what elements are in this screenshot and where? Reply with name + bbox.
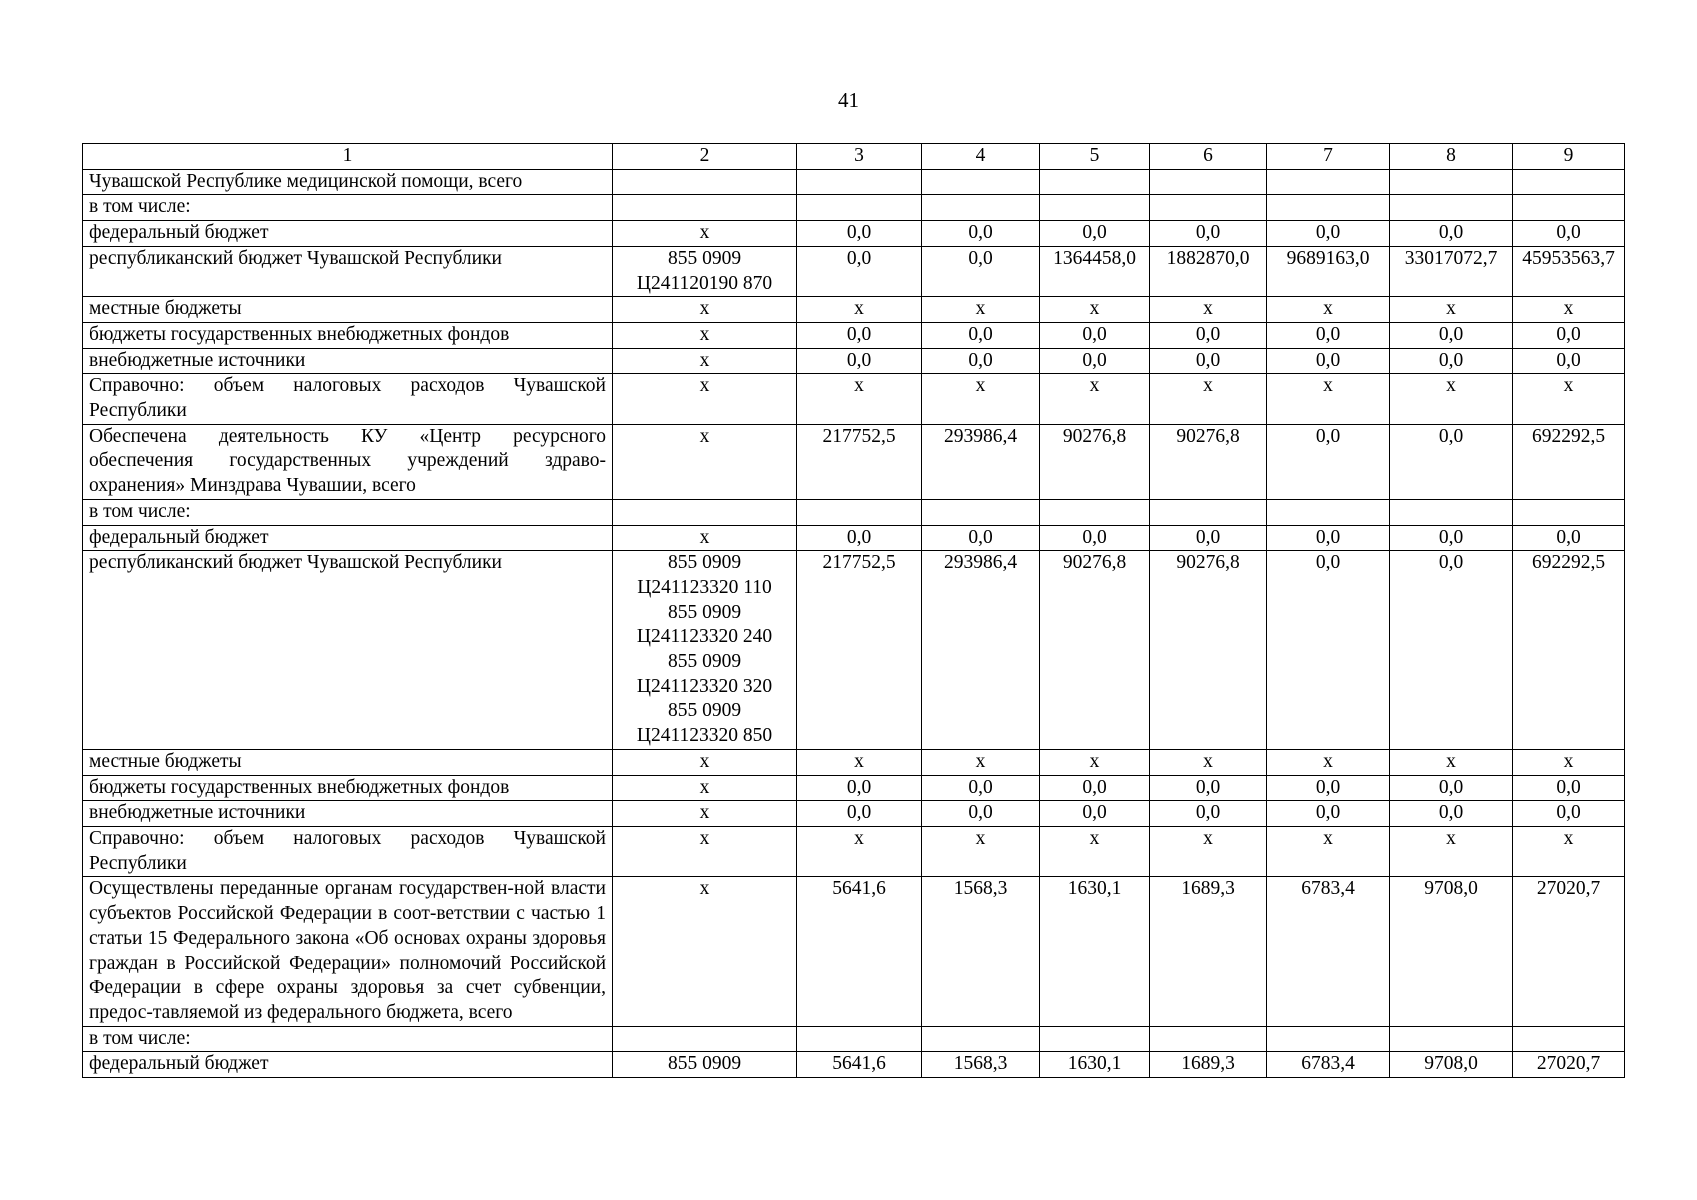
table-row (83, 169, 1625, 195)
value-cell: 1568,3 (922, 877, 1040, 1026)
value-cell: 0,0 (1040, 221, 1150, 247)
value-cell: 33017072,7 (1390, 246, 1513, 296)
value-cell: 0,0 (797, 348, 922, 374)
row-name: бюджеты государственных внебюджетных фондов (83, 775, 613, 801)
budget-code-line: Ц241123320 240 (636, 626, 773, 648)
table-header-row (83, 144, 1625, 170)
value-cell: х (1390, 297, 1513, 323)
value-cell (797, 499, 922, 525)
value-cell: 0,0 (1267, 348, 1390, 374)
budget-code: х (613, 221, 797, 247)
budget-code-line: 855 0909 (667, 651, 742, 673)
budget-code: х (613, 297, 797, 323)
value-cell (1150, 169, 1267, 195)
row-name: местные бюджеты (83, 297, 613, 323)
budget-code: х (613, 877, 797, 1026)
header-cell: 9 (1513, 144, 1625, 170)
row-name: федеральный бюджет (83, 221, 613, 247)
budget-code: х (613, 348, 797, 374)
value-cell: 90276,8 (1150, 551, 1267, 750)
value-cell: х (1150, 749, 1267, 775)
value-cell: 692292,5 (1513, 551, 1625, 750)
value-cell: 0,0 (1267, 801, 1390, 827)
value-cell: 0,0 (1267, 424, 1390, 499)
value-cell: х (1513, 826, 1625, 876)
budget-code: х (613, 749, 797, 775)
row-name: республиканский бюджет Чувашской Республики (83, 246, 613, 296)
value-cell: 0,0 (1267, 322, 1390, 348)
table-row (83, 775, 1625, 801)
value-cell: 1630,1 (1040, 1052, 1150, 1078)
value-cell: 90276,8 (1150, 424, 1267, 499)
value-cell: 1568,3 (922, 1052, 1040, 1078)
value-cell: 9708,0 (1390, 877, 1513, 1026)
value-cell: 90276,8 (1040, 424, 1150, 499)
value-cell: 692292,5 (1513, 424, 1625, 499)
table-row (83, 551, 1625, 750)
table-row (83, 221, 1625, 247)
row-name: Справочно: объем налоговых расходов Чувашской Республики (83, 374, 613, 424)
budget-code-line: 855 0909 (667, 700, 742, 722)
value-cell (1513, 499, 1625, 525)
value-cell: 6783,4 (1267, 877, 1390, 1026)
value-cell: 0,0 (922, 525, 1040, 551)
header-cell: 1 (83, 144, 613, 170)
value-cell: 0,0 (922, 221, 1040, 247)
value-cell (797, 169, 922, 195)
budget-code: х (613, 322, 797, 348)
value-cell (922, 195, 1040, 221)
value-cell: 0,0 (1390, 221, 1513, 247)
value-cell: 90276,8 (1040, 551, 1150, 750)
value-cell: 0,0 (1267, 221, 1390, 247)
table-row (83, 246, 1625, 296)
row-name: в том числе: (83, 1026, 613, 1052)
budget-code (613, 499, 797, 525)
value-cell (1390, 195, 1513, 221)
table-row (83, 499, 1625, 525)
value-cell: 293986,4 (922, 551, 1040, 750)
value-cell: 0,0 (1040, 801, 1150, 827)
row-name: в том числе: (83, 195, 613, 221)
value-cell: 45953563,7 (1513, 246, 1625, 296)
value-cell (1390, 1026, 1513, 1052)
value-cell: 0,0 (1513, 348, 1625, 374)
value-cell: 0,0 (1150, 322, 1267, 348)
value-cell: х (1513, 749, 1625, 775)
row-name: бюджеты государственных внебюджетных фондов (83, 322, 613, 348)
value-cell: 0,0 (1513, 525, 1625, 551)
value-cell: 0,0 (1390, 775, 1513, 801)
value-cell: 0,0 (1150, 801, 1267, 827)
value-cell: 1882870,0 (1150, 246, 1267, 296)
value-cell (797, 195, 922, 221)
value-cell: х (1150, 826, 1267, 876)
value-cell: х (1150, 374, 1267, 424)
value-cell: 1364458,0 (1040, 246, 1150, 296)
value-cell (1390, 499, 1513, 525)
budget-code (613, 169, 797, 195)
value-cell: х (922, 297, 1040, 323)
budget-code: х (613, 775, 797, 801)
value-cell: 0,0 (1390, 525, 1513, 551)
budget-code: х (613, 525, 797, 551)
header-cell: 2 (613, 144, 797, 170)
value-cell: 0,0 (1150, 775, 1267, 801)
budget-table (82, 143, 1625, 1078)
value-cell: 0,0 (1150, 525, 1267, 551)
value-cell (1040, 195, 1150, 221)
value-cell: 0,0 (1040, 525, 1150, 551)
header-cell: 8 (1390, 144, 1513, 170)
header-cell: 6 (1150, 144, 1267, 170)
table-row (83, 1026, 1625, 1052)
value-cell: 0,0 (1390, 322, 1513, 348)
value-cell: х (1267, 374, 1390, 424)
value-cell: х (1267, 826, 1390, 876)
row-name: Справочно: объем налоговых расходов Чувашской Республики (83, 826, 613, 876)
value-cell (1513, 195, 1625, 221)
budget-code-line: 855 0909 (667, 247, 742, 269)
value-cell (1150, 499, 1267, 525)
value-cell: х (1513, 297, 1625, 323)
value-cell: х (922, 374, 1040, 424)
value-cell: 0,0 (922, 322, 1040, 348)
value-cell (1267, 169, 1390, 195)
value-cell: 1630,1 (1040, 877, 1150, 1026)
budget-code (613, 551, 797, 750)
value-cell: х (1267, 749, 1390, 775)
value-cell: х (1390, 826, 1513, 876)
header-cell: 5 (1040, 144, 1150, 170)
row-name: Осуществлены переданные органам государствен-ной власти субъектов Российской Федерации в соот-ветствии с частью 1 статьи 15 Федерального закона «Об основах охраны здоровья граждан в Российской Федерации» полномочий Российской Федерации в сфере охраны здоровья за счет субвенции, предос-тавляемой из федерального бюджета, всего (83, 877, 613, 1026)
value-cell: 9689163,0 (1267, 246, 1390, 296)
value-cell: 1689,3 (1150, 877, 1267, 1026)
value-cell: 0,0 (797, 801, 922, 827)
table-row (83, 1052, 1625, 1078)
value-cell: 0,0 (922, 246, 1040, 296)
value-cell: 0,0 (1390, 551, 1513, 750)
value-cell: 0,0 (1267, 775, 1390, 801)
value-cell: 0,0 (797, 775, 922, 801)
value-cell: х (1040, 374, 1150, 424)
value-cell: 6783,4 (1267, 1052, 1390, 1078)
value-cell (797, 1026, 922, 1052)
value-cell: х (922, 749, 1040, 775)
budget-code (613, 246, 797, 296)
value-cell: 5641,6 (797, 1052, 922, 1078)
budget-code: 855 0909 (613, 1052, 797, 1078)
value-cell (1150, 195, 1267, 221)
row-name: внебюджетные источники (83, 348, 613, 374)
row-name: внебюджетные источники (83, 801, 613, 827)
value-cell: 0,0 (1390, 801, 1513, 827)
row-name: Обеспечена деятельность КУ «Центр ресурсного обеспечения государственных учреждений здраво-охранения» Минздрава Чувашии, всего (83, 424, 613, 499)
budget-code: х (613, 801, 797, 827)
value-cell: 0,0 (797, 221, 922, 247)
budget-code-line: 855 0909 (667, 552, 742, 574)
value-cell: 0,0 (922, 801, 1040, 827)
table-row (83, 801, 1625, 827)
value-cell: х (797, 297, 922, 323)
value-cell: х (1390, 374, 1513, 424)
budget-code-line: Ц241123320 850 (636, 725, 773, 747)
value-cell (1040, 1026, 1150, 1052)
value-cell: 0,0 (922, 348, 1040, 374)
budget-code: х (613, 374, 797, 424)
value-cell (1150, 1026, 1267, 1052)
value-cell: х (797, 826, 922, 876)
value-cell: 0,0 (1390, 424, 1513, 499)
value-cell: 0,0 (1040, 775, 1150, 801)
value-cell (1040, 169, 1150, 195)
value-cell: 293986,4 (922, 424, 1040, 499)
value-cell: 0,0 (922, 775, 1040, 801)
value-cell (1513, 169, 1625, 195)
value-cell: 0,0 (797, 525, 922, 551)
header-cell: 7 (1267, 144, 1390, 170)
value-cell (1040, 499, 1150, 525)
value-cell: 27020,7 (1513, 877, 1625, 1026)
table-row (83, 348, 1625, 374)
budget-code-line: Ц241123320 320 (636, 675, 773, 697)
value-cell: х (797, 374, 922, 424)
value-cell (1267, 195, 1390, 221)
value-cell: 0,0 (797, 246, 922, 296)
row-name: республиканский бюджет Чувашской Республики (83, 551, 613, 750)
row-name: федеральный бюджет (83, 1052, 613, 1078)
value-cell: 1689,3 (1150, 1052, 1267, 1078)
budget-code: х (613, 424, 797, 499)
value-cell (922, 1026, 1040, 1052)
value-cell: 217752,5 (797, 551, 922, 750)
value-cell (1267, 1026, 1390, 1052)
value-cell: х (1040, 749, 1150, 775)
value-cell: 0,0 (1040, 322, 1150, 348)
value-cell: х (797, 749, 922, 775)
header-cell: 3 (797, 144, 922, 170)
value-cell: 0,0 (1513, 221, 1625, 247)
value-cell: х (1150, 297, 1267, 323)
table-row (83, 424, 1625, 499)
value-cell: х (1390, 749, 1513, 775)
table-row (83, 525, 1625, 551)
budget-code (613, 195, 797, 221)
value-cell (1390, 169, 1513, 195)
value-cell: х (1513, 374, 1625, 424)
value-cell: 0,0 (1267, 551, 1390, 750)
row-name: в том числе: (83, 499, 613, 525)
table-row (83, 877, 1625, 1026)
value-cell: 9708,0 (1390, 1052, 1513, 1078)
table-row (83, 749, 1625, 775)
value-cell: 0,0 (1513, 775, 1625, 801)
budget-code: х (613, 826, 797, 876)
value-cell: 0,0 (797, 322, 922, 348)
value-cell: 217752,5 (797, 424, 922, 499)
value-cell: х (1040, 826, 1150, 876)
table-row (83, 322, 1625, 348)
table-row (83, 297, 1625, 323)
value-cell: 5641,6 (797, 877, 922, 1026)
value-cell (1513, 1026, 1625, 1052)
table-row (83, 195, 1625, 221)
value-cell: х (1267, 297, 1390, 323)
value-cell (922, 169, 1040, 195)
row-name: Чувашской Республике медицинской помощи, всего (83, 169, 613, 195)
value-cell: 0,0 (1390, 348, 1513, 374)
value-cell: 0,0 (1150, 348, 1267, 374)
value-cell: 0,0 (1150, 221, 1267, 247)
value-cell: х (922, 826, 1040, 876)
header-cell: 4 (922, 144, 1040, 170)
row-name: местные бюджеты (83, 749, 613, 775)
page-number: 41 (838, 88, 859, 112)
table-row (83, 374, 1625, 424)
value-cell: 0,0 (1513, 801, 1625, 827)
budget-code-line: Ц241120190 870 (636, 272, 773, 294)
budget-code (613, 1026, 797, 1052)
budget-code-line: Ц241123320 110 (637, 576, 772, 598)
value-cell (1267, 499, 1390, 525)
budget-code-line: 855 0909 (667, 601, 742, 623)
value-cell: х (1040, 297, 1150, 323)
value-cell: 27020,7 (1513, 1052, 1625, 1078)
value-cell: 0,0 (1040, 348, 1150, 374)
row-name: федеральный бюджет (83, 525, 613, 551)
value-cell (922, 499, 1040, 525)
value-cell: 0,0 (1513, 322, 1625, 348)
table-row (83, 826, 1625, 876)
value-cell: 0,0 (1267, 525, 1390, 551)
